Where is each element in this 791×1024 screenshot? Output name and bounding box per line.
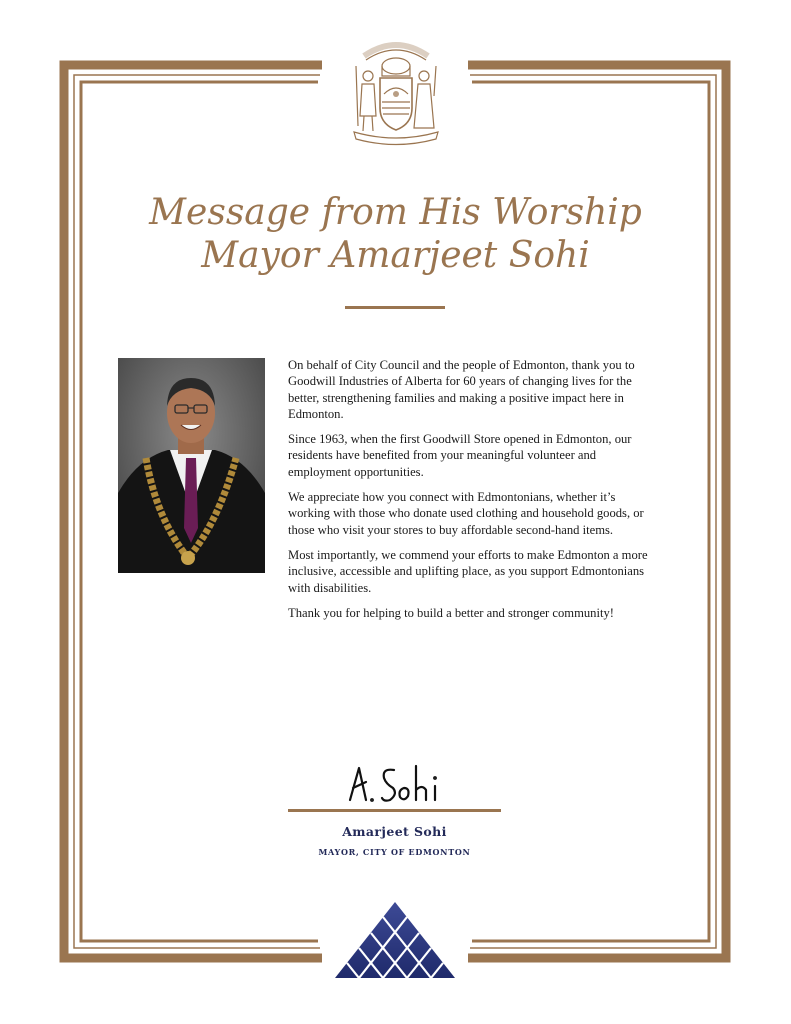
- mayor-portrait-photo: [118, 358, 265, 573]
- pyramid-logo-icon: [333, 900, 457, 980]
- page-title-line-1: Message from His Worship: [149, 192, 642, 233]
- message-paragraph: On behalf of City Council and the people of Edmonton, thank you to Goodwill Industries of Alberta for 60 years of changing lives for the better, strengthening families and making a positive impact here in Edmonton.: [288, 358, 635, 421]
- message-paragraph: We appreciate how you connect with Edmontonians, whether it’s working with those who donate used clothing and household goods, or those who visit your stores to buy affordable second-hand items.: [288, 490, 644, 537]
- message-paragraph: Thank you for helping to build a better and stronger community!: [288, 605, 614, 620]
- handwritten-signature: [340, 760, 450, 810]
- message-body: [288, 357, 656, 630]
- edmonton-coat-of-arms-icon: [346, 36, 446, 148]
- page-title-line-2: Mayor Amarjeet Sohi: [201, 235, 590, 276]
- title-divider: [345, 306, 445, 309]
- signature-line: [288, 809, 501, 812]
- message-paragraph: Most importantly, we commend your efforts to make Edmonton a more inclusive, accessible and uplifting place, as you support Edmontonians with disabilities.: [288, 547, 648, 595]
- signer-title: MAYOR, CITY OF EDMONTON: [318, 847, 471, 857]
- message-paragraph: Since 1963, when the first Goodwill Store opened in Edmonton, our residents have benefited from your meaningful volunteer and employment opportunities.: [288, 432, 632, 479]
- signer-name: Amarjeet Sohi: [342, 824, 447, 839]
